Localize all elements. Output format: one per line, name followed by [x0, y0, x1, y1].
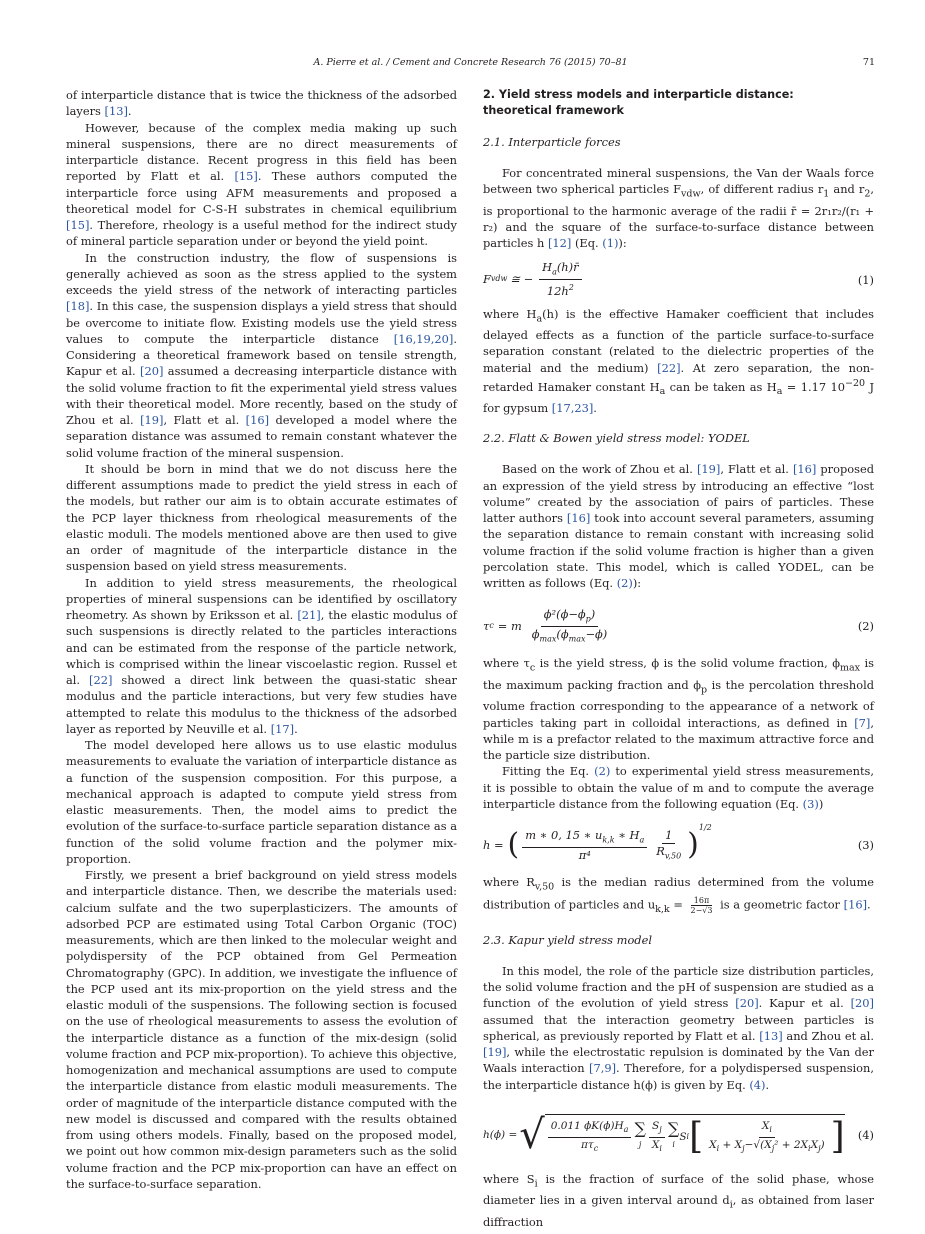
citation-link[interactable]: [21] — [297, 608, 321, 622]
paragraph: where $H_a(h)$ is the effective Hamaker coefficient that includes delayed effects as a function of the particle surface-to-surface separation constant (related to the dielectric properties of the material and the medium) [22]. At zero separation, the non-retarded Hamaker constant $H_a$ can be taken as $H_a = 1.17$ $10^{-20}$ J for gypsum [17,23]. — [483, 306, 875, 416]
citation-link[interactable]: [16] — [843, 897, 868, 912]
paragraph: In addition to yield stress measurements, the rheological properties of mineral suspensions can be identified by oscillatory rheometry. As shown by Eriksson et al. [21], the elastic modulus of such suspensions is directly related to the particles interactions and can be estimated from the response of the particle network, which is comprised within the linear viscoelastic region. Russel et al. [22] showed a direct link between the quasi-static shear modulus and the particle interactions, but very few studies have attempted to relate this modulus to the thickness of the adsorbed layer as reported by Neuville et al. [17]. — [66, 575, 457, 736]
citation-link[interactable]: [20] — [735, 996, 759, 1011]
left-column — [66, 87, 457, 1192]
citation-link[interactable]: [7] — [854, 715, 871, 730]
section-heading: 2. Yield stress models and interparticle distance: theoretical framework — [483, 88, 794, 117]
citation-link[interactable]: [13] — [759, 1028, 783, 1043]
paragraph: where $S_i$ is the fraction of surface of the solid phase, whose diameter lies in a given interval around $d_i$, as obtained from laser diffraction — [483, 1171, 875, 1229]
page-number: 71 — [862, 57, 875, 68]
paragraph: where $R_{v,50}$ is the median radius determined from the volume distribution of particles and $u_{k,k}$ = $\frac{16\pi}{2-√3}$ is a geometric factor [16]. — [483, 875, 874, 915]
equation-2: τ c = m $\frac{\phi^2(\phi-\phi_p)}{\phi_{max}(\phi_{max}-\phi)}$ (2) — [483, 606, 874, 644]
citation-link[interactable]: [15] — [66, 218, 90, 232]
citation-link[interactable]: [13] — [104, 104, 128, 119]
equation-link[interactable]: (1) — [602, 236, 619, 251]
paragraph: Based on the work of Zhou et al. [19], Flatt et al. [16] proposed an expression of the yield stress by introducing an effective “lost volume” created by the association of pairs of particles. These latter authors [16] took into account several parameters, assuming the separation distance to remain constant with increasing solid volume fraction if the solid volume fraction is higher than a given percolation state. This model, which is called YODEL, can be written as follows (Eq. (2)): — [483, 462, 874, 591]
equation-link[interactable]: (2) — [594, 764, 611, 779]
equation-number: (2) — [857, 619, 874, 634]
citation-link[interactable]: [20] — [140, 364, 164, 379]
journal-citation: A. Pierre et al. / Cement and Concrete Research 76 (2015) 70–81 — [313, 57, 628, 68]
citation-link[interactable]: [17] — [270, 721, 295, 736]
citation-link[interactable]: [12] — [547, 236, 572, 251]
citation-link[interactable]: [16,19,20] — [393, 331, 454, 346]
equation-link[interactable]: (2) — [616, 576, 633, 591]
equation-number: (4) — [857, 1127, 874, 1142]
citation-link[interactable]: [18] — [66, 299, 90, 314]
paragraph: Fitting the Eq. (2) to experimental yield stress measurements, it is possible to obtain the value of m and to compute the average interparticle distance from the following equation (Eq. (3)) — [483, 764, 874, 811]
citation-link[interactable]: [16] — [566, 511, 591, 526]
subsection-heading: 2.1. Interparticle forces — [483, 135, 621, 149]
citation-link[interactable]: [16] — [245, 413, 270, 427]
citation-link[interactable]: [15] — [234, 169, 258, 184]
citation-link[interactable]: [19] — [696, 462, 721, 477]
paragraph: of interparticle distance that is twice the thickness of the adsorbed layers [13]. — [66, 88, 457, 119]
citation-link[interactable]: [20] — [850, 996, 874, 1011]
paragraph: However, because of the complex media making up such mineral suspensions, there are no direct measurements of interparticle distance. Recent progress in this field has been reported by Flatt et al. [15]. These authors computed the interparticle force using AFM measurements and proposed a theoretical model for C-S-H substrates in chemical equilibrium [15]. Therefore, rheology is a useful method for the indirect study of mineral particle separation under or beyond the yield point. — [66, 120, 457, 249]
citation-link[interactable]: [22] — [657, 360, 681, 375]
equation-link[interactable]: (4) — [749, 1077, 766, 1092]
paragraph: The model developed here allows us to use elastic modulus measurements to evaluate the variation of interparticle distance as a function of the suspension composition. For this purpose, a mechanical approach is adapted to compute yield stress from elastic measurements. Then, the model aims to predict the evolution of the surface-to-surface particle separation distance as a function of the solid volume fraction and the polymer mix-proportion. — [66, 738, 457, 866]
citation-link[interactable]: [19] — [140, 413, 164, 427]
right-column — [483, 87, 874, 1230]
paragraph: In the construction industry, the flow of suspensions is generally achieved as soon as the stress applied to the system exceeds the yield stress of the network of interacting particles [18]. In this case, the suspension displays a yield stress that should be overcome to initiate flow. Existing models use the yield stress values to compute the interparticle distance [16,19,20]. Considering a theoretical framework based on tensile strength, Kapur et al. [20] assumed a decreasing interparticle distance with the solid volume fraction to fit the experimental yield stress values with their theoretical model. More recently, based on the study of Zhou et al. [19], Flatt et al. [16] developed a model where the separation distance was assumed to remain constant whatever the solid volume fraction of the mineral suspension. — [66, 250, 457, 460]
citation-link[interactable]: [19] — [483, 1045, 507, 1060]
subsection-heading: 2.3. Kapur yield stress model — [483, 932, 652, 947]
citation-link[interactable]: [7,9] — [589, 1061, 617, 1076]
paragraph: For concentrated mineral suspensions, the Van der Waals force between two spherical particles $F_{vdw}$, of different radius $r_1$ and $r_2$, is proportional to the harmonic average of the radii r̄ = 2r₁r₂/(r₁ + r₂) and the square of the surface-to-surface distance between particles h [12] (Eq. (1)): — [483, 166, 875, 251]
equation-number: (3) — [857, 838, 874, 853]
equation-link[interactable]: (3) — [802, 796, 819, 811]
equation-1: F vdw ≅ − $\frac{H_a(h)r̄}{12h^2}$ (1) — [483, 259, 874, 299]
subsection-heading: 2.2. Flatt & Bowen yield stress model: YODEL — [483, 431, 750, 446]
citation-link[interactable]: [17,23] — [551, 401, 594, 416]
running-header — [66, 57, 875, 71]
citation-link[interactable]: [22] — [89, 673, 113, 687]
paragraph: In this model, the role of the particle size distribution particles, the solid volume fraction and the pH of suspension are studied as a function of the evolution of yield stress [20]. Kapur et al. [20] assumed that the interaction geometry between particles is spherical, as previously reported by Flatt et al. [13] and Zhou et al. [19], while the electrostatic repulsion is dominated by the Van der Waals interaction [7,9]. Therefore, for a polydispersed suspension, the interparticle distance h(ϕ) is given by Eq. (4). — [483, 963, 874, 1092]
equation-3: h = ( $\frac{m ∗ 0, 15 ∗ u_{k,k} ∗ H_a}{\text{π⁴}}$ $\frac{1}{R_{v,50}}$ ) $^{1/2}$ (3) — [483, 823, 874, 863]
paragraph: It should be born in mind that we do not discuss here the different assumptions made to predict the yield stress in each of the models, but rather our aim is to obtain accurate estimates of the PCP layer thickness from rheological measurements of the elastic moduli. The models mentioned above are then used to give an order of magnitude of the interparticle distance in the suspension based on yield stress measurements. — [66, 461, 457, 574]
citation-link[interactable]: [16] — [792, 462, 817, 477]
equation-4: h(ϕ) = √ $\frac{0.011 \phi K(\phi)H_a}{\pi\tau_c}$ ∑ j $\frac{S_j}{X_i}$ ∑ i S i [ $\frac{X_i}{X_i + X_j-√(X_j^2 + 2X_iX_j)}$ ] (4) — [483, 1111, 874, 1158]
paragraph: where $\tau_c$ is the yield stress, ϕ is the solid volume fraction, $\phi_{max}$ is the maximum packing fraction and $\phi_p$ is the percolation threshold volume fraction corresponding to the appearance of a network of particles taking part in colloidal interactions, as defined in [7], while m is a prefactor related to the maximum attractive force and the particle size distribution. — [483, 656, 875, 763]
paragraph: Firstly, we present a brief background on yield stress models and interparticle distance. Then, we describe the materials used: calcium sulfate and the two superplasticizers. The amounts of adsorbed PCP are estimated using Total Carbon Organic (TOC) measurements, which are then linked to the molecular weight and polydispersity of the PCP obtained from Gel Permeation Chromatography (GPC). In addition, we investigate the influence of the PCP used ant its mix-proportion on the yield stress and the elastic moduli of the suspensions. The following section is focused on the use of rheological measurements to assess the evolution of the interparticle distance as a function of the mix-design (solid volume fraction and PCP mix-proportion). To achieve this objective, homogenization and mechanical assumptions are used to compute the interparticle distance from elastic moduli measurements. The order of magnitude of the interparticle distance computed with the new model is discussed and compared with the results obtained from using others models. Finally, based on the proposed model, we point out how common mix-design parameters such as the solid volume fraction and the PCP mix-proportion can have an effect on the surface-to-surface separation. — [66, 868, 457, 1191]
equation-number: (1) — [857, 272, 874, 287]
